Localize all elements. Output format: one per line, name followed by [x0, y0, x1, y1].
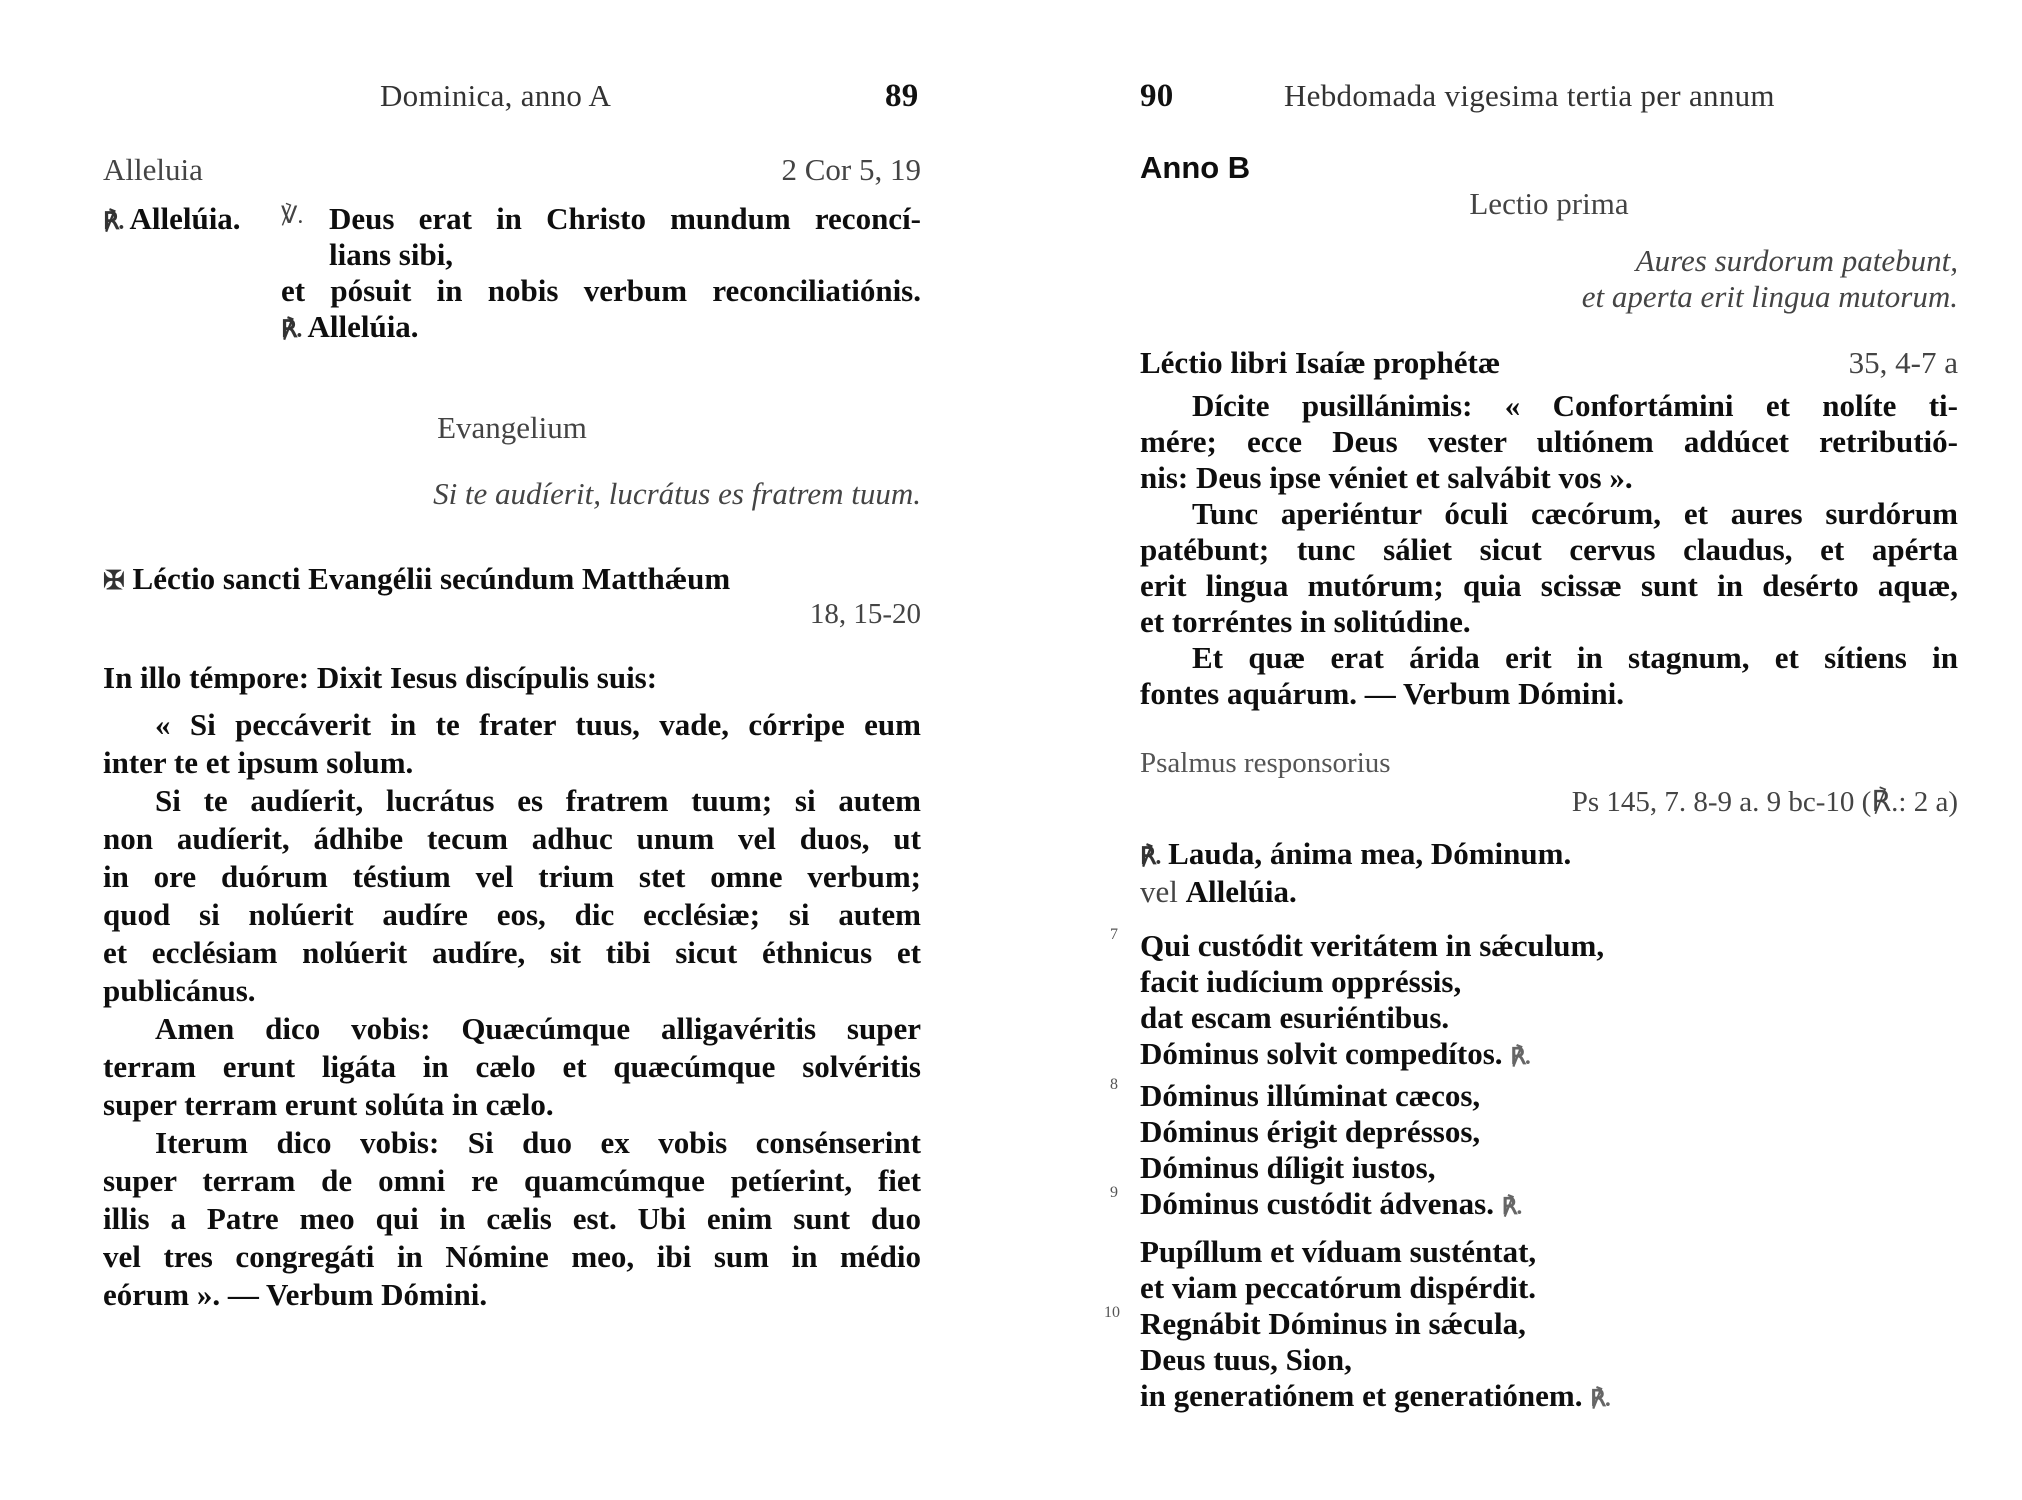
running-head-title: Dominica, anno A	[380, 78, 612, 113]
response-mark: ℟.	[1510, 1044, 1530, 1069]
lectio-prima-title: Lectio prima	[1469, 186, 1629, 221]
gospel-lectio	[103, 561, 730, 597]
alt-response-text: Allelúia.	[1185, 874, 1297, 909]
psalm-line: facit iudícium oppréssis,	[1140, 964, 1462, 999]
cross-icon: ✠	[103, 566, 125, 595]
response-symbol: ℟.	[281, 317, 302, 343]
alleluia-ref: 2 Cor 5, 19	[781, 152, 921, 187]
reading-line: Tunc aperiéntur óculi cæcórum, et aures surdórum	[1192, 496, 1958, 531]
psalm-line: Deus tuus, Sion,	[1140, 1342, 1352, 1377]
reading-line: et torréntes in solitúdine.	[1140, 604, 1471, 639]
gospel-line: terram erunt ligáta in cælo et quæcúmque solvéritis	[103, 1049, 921, 1084]
psalm-line-text: Dóminus solvit compedítos.	[1140, 1036, 1503, 1071]
psalm-line: Pupíllum et víduam susténtat,	[1140, 1234, 1537, 1269]
psalm-line: Dóminus érigit depréssos,	[1140, 1114, 1481, 1149]
psalm-line-with-response	[1140, 1378, 1610, 1414]
response-text: Lauda, ánima mea, Dóminum.	[1168, 836, 1572, 871]
page-number: 89	[885, 78, 919, 114]
psalm-alt-response	[1140, 874, 1297, 910]
verse-number: 8	[1110, 1076, 1118, 1093]
gospel-line: super terram de omni re quamcúmque petíerint, fiet	[103, 1163, 921, 1198]
psalm-title: Psalmus responsorius	[1140, 747, 1391, 779]
psalm-line-with-response	[1140, 1036, 1530, 1072]
alleluia-label: Alleluia	[103, 152, 203, 187]
psalm-line: Dóminus díligit iustos,	[1140, 1150, 1436, 1185]
gospel-line: illis a Patre meo qui in cælis est. Ubi enim sunt duo	[103, 1201, 921, 1236]
gospel-line: In illo témpore: Dixit Iesus discípulis suis:	[103, 660, 658, 695]
gospel-line: in ore duórum téstium vel trium stet omne verbum;	[103, 859, 921, 894]
alleluia-end	[281, 309, 419, 345]
reading-line: Dícite pusillánimis: « Confortámini et nolíte ti-	[1192, 388, 1958, 423]
psalm-line-with-response	[1140, 1186, 1521, 1222]
gospel-title: Evangelium	[437, 410, 587, 445]
gospel-line: vel tres congregáti in Nómine meo, ibi sum in médio	[103, 1239, 921, 1274]
alleluia-verse-line: et pósuit in nobis verbum reconciliatiónis.	[281, 273, 921, 308]
psalm-response	[1140, 836, 1571, 872]
reading-line: Et quæ erat árida erit in stagnum, et sítiens in	[1192, 640, 1958, 675]
reading-line: erit lingua mutórum; quia scissæ sunt in desérto aquæ,	[1140, 568, 1958, 603]
psalm-ref: Ps 145, 7. 8-9 a. 9 bc-10 (℟.: 2 a)	[1571, 786, 1958, 818]
page-number: 90	[1140, 78, 1174, 114]
lectio-subtitle-line: et aperta erit lingua mutorum.	[1581, 279, 1958, 314]
psalm-line: et viam peccatórum dispérdit.	[1140, 1270, 1537, 1305]
response-mark: ℟.	[1501, 1194, 1522, 1219]
verse-number: 9	[1110, 1184, 1118, 1201]
gospel-line: « Si peccáverit in te frater tuus, vade, córripe eum	[155, 707, 921, 742]
gospel-subtitle: Si te audíerit, lucrátus es fratrem tuum.	[433, 476, 921, 511]
vel-label: vel	[1140, 874, 1178, 909]
lectio-text: Léctio sancti Evangélii secúndum Matthǽum	[132, 561, 731, 596]
verse-number: 10	[1104, 1304, 1120, 1321]
reading-line: fontes aquárum. — Verbum Dómini.	[1140, 676, 1624, 711]
alleluia-response	[103, 201, 241, 237]
gospel-line: Si te audíerit, lucrátus es fratrem tuum; si autem	[155, 783, 921, 818]
psalm-line-text: in generatiónem et generatiónem.	[1140, 1378, 1583, 1413]
gospel-line: eórum ». — Verbum Dómini.	[103, 1277, 488, 1312]
gospel-line: publicánus.	[103, 973, 256, 1008]
gospel-line: et ecclésiam nolúerit audíre, sit tibi sicut éthnicus et	[103, 935, 921, 970]
anno-heading: Anno B	[1140, 150, 1251, 185]
alleluia-verse-line: Deus erat in Christo mundum reconcí-	[329, 201, 921, 236]
reading-line: patébunt; tunc sáliet sicut cervus claudus, et apérta	[1140, 532, 1958, 567]
psalm-line: Regnábit Dóminus in sǽcula,	[1140, 1306, 1526, 1341]
gospel-line: Amen dico vobis: Quæcúmque alligavéritis super	[155, 1011, 921, 1046]
psalm-line: Dóminus illúminat cæcos,	[1140, 1078, 1481, 1113]
psalm-line-text: Dóminus custódit ádvenas.	[1140, 1186, 1494, 1221]
lectio-heading: Léctio libri Isaíæ prophétæ	[1140, 345, 1501, 380]
verse-number: 7	[1110, 926, 1118, 943]
versicle-symbol: ℣.	[281, 203, 304, 229]
response-text: Allelúia.	[307, 309, 419, 344]
psalm-line: Qui custódit veritátem in sǽculum,	[1140, 928, 1605, 963]
reading-line: nis: Deus ipse véniet et salvábit vos ».	[1140, 460, 1633, 495]
reading-line: mére; ecce Deus vester ultiónem addúcet retributió-	[1140, 424, 1958, 459]
response-text: Allelúia.	[129, 201, 241, 236]
gospel-line: quod si nolúerit audíre eos, dic ecclésiæ; si autem	[103, 897, 921, 932]
psalm-line: dat escam esuriéntibus.	[1140, 1000, 1450, 1035]
gospel-line: inter te et ipsum solum.	[103, 745, 414, 780]
response-symbol: ℟.	[1140, 844, 1161, 870]
gospel-line: non audíerit, ádhibe tecum adhuc unum vel duos, ut	[103, 821, 921, 856]
gospel-line: Iterum dico vobis: Si duo ex vobis consénserint	[155, 1125, 921, 1160]
alleluia-verse-line: lians sibi,	[329, 237, 454, 272]
lectio-subtitle-line: Aures surdorum patebunt,	[1635, 243, 1958, 278]
response-mark: ℟.	[1590, 1386, 1610, 1411]
gospel-line: super terram erunt solúta in cælo.	[103, 1087, 554, 1122]
lectio-ref: 35, 4-7 a	[1848, 345, 1958, 380]
running-head-title: Hebdomada vigesima tertia per annum	[1284, 78, 1775, 113]
gospel-ref: 18, 15-20	[809, 598, 921, 630]
response-symbol: ℟.	[103, 209, 124, 235]
